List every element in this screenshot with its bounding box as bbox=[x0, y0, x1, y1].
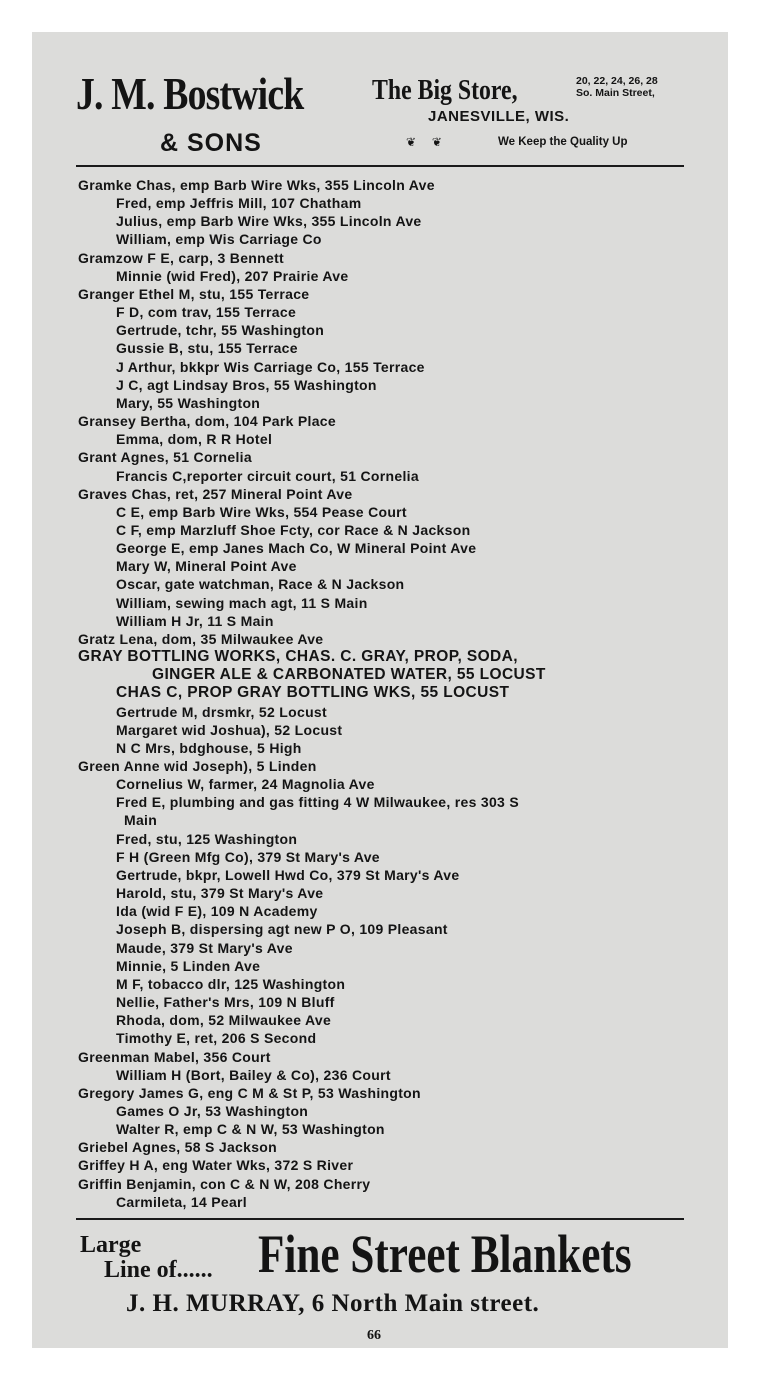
directory-entry bbox=[78, 321, 686, 339]
entry-text: GINGER ALE & CARBONATED WATER, 55 LOCUST bbox=[152, 666, 546, 684]
store-city: JANESVILLE, WIS. bbox=[428, 108, 570, 125]
directory-entry bbox=[78, 394, 686, 412]
entry-text: J Arthur, bkkpr Wis Carriage Co, 155 Terrace bbox=[116, 358, 425, 375]
directory-entry bbox=[78, 775, 686, 793]
directory-entry bbox=[78, 975, 686, 993]
entry-text: Harold, stu, 379 St Mary's Ave bbox=[116, 885, 324, 902]
entry-text: Grant Agnes, 51 Cornelia bbox=[78, 449, 252, 466]
ad-large-text: Large bbox=[80, 1232, 142, 1258]
directory-entry bbox=[78, 448, 686, 466]
directory-entry bbox=[78, 648, 686, 666]
entry-text: Joseph B, dispersing agt new P O, 109 Pleasant bbox=[116, 921, 448, 938]
entry-text: F H (Green Mfg Co), 379 St Mary's Ave bbox=[116, 848, 380, 865]
directory-entry bbox=[78, 1138, 686, 1156]
entry-text: Maude, 379 St Mary's Ave bbox=[116, 939, 293, 956]
directory-entry bbox=[78, 1011, 686, 1029]
entry-text: Gramke Chas, emp Barb Wire Wks, 355 Lincoln Ave bbox=[78, 177, 435, 193]
entry-text: Gransey Bertha, dom, 104 Park Place bbox=[78, 413, 336, 430]
directory-page bbox=[32, 32, 728, 1348]
header-divider bbox=[76, 165, 684, 167]
entry-text: Ida (wid F E), 109 N Academy bbox=[116, 903, 318, 920]
directory-entry bbox=[78, 194, 686, 212]
entry-text: N C Mrs, bdghouse, 5 High bbox=[116, 739, 302, 756]
directory-entry bbox=[78, 557, 686, 575]
entry-text: Gertrude M, drsmkr, 52 Locust bbox=[116, 703, 327, 720]
directory-entry bbox=[78, 249, 686, 267]
entry-text: Greenman Mabel, 356 Court bbox=[78, 1048, 271, 1065]
directory-entry bbox=[78, 176, 686, 194]
entry-text: Games O Jr, 53 Washington bbox=[116, 1102, 309, 1119]
directory-listing bbox=[78, 176, 686, 1211]
entry-text: Green Anne wid Joseph), 5 Linden bbox=[78, 758, 317, 774]
directory-entry bbox=[78, 467, 686, 485]
ornament-icon: ❦ ❦ bbox=[406, 135, 448, 149]
directory-entry bbox=[78, 1102, 686, 1120]
directory-entry bbox=[78, 1048, 686, 1066]
entry-text: Graves Chas, ret, 257 Mineral Point Ave bbox=[78, 485, 353, 502]
directory-entry bbox=[78, 939, 686, 957]
directory-entry bbox=[78, 539, 686, 557]
entry-text: Gertrude, bkpr, Lowell Hwd Co, 379 St Mary's Ave bbox=[116, 866, 460, 883]
entry-text: Rhoda, dom, 52 Milwaukee Ave bbox=[116, 1012, 332, 1029]
advertiser-sons: & SONS bbox=[160, 129, 262, 157]
entry-text: C E, emp Barb Wire Wks, 554 Pease Court bbox=[116, 503, 407, 520]
directory-entry bbox=[78, 521, 686, 539]
directory-entry bbox=[78, 485, 686, 503]
entry-text: Minnie (wid Fred), 207 Prairie Ave bbox=[116, 267, 349, 284]
store-slogan: We Keep the Quality Up bbox=[498, 136, 628, 148]
directory-entry bbox=[78, 1175, 686, 1193]
directory-entry bbox=[78, 376, 686, 394]
directory-entry bbox=[78, 666, 686, 684]
directory-entry bbox=[78, 703, 686, 721]
directory-entry bbox=[78, 1193, 686, 1211]
entry-text: Mary W, Mineral Point Ave bbox=[116, 558, 297, 575]
entry-text: William H Jr, 11 S Main bbox=[116, 612, 274, 629]
directory-entry bbox=[78, 594, 686, 612]
entry-text: William, sewing mach agt, 11 S Main bbox=[116, 594, 368, 611]
directory-entry bbox=[78, 993, 686, 1011]
directory-entry bbox=[78, 1120, 686, 1138]
ad-dealer: J. H. MURRAY, 6 North Main street. bbox=[126, 1290, 540, 1317]
ad-line-of-text: Line of...... bbox=[104, 1257, 213, 1283]
directory-entry bbox=[78, 412, 686, 430]
entry-text: William, emp Wis Carriage Co bbox=[116, 231, 322, 248]
directory-entry bbox=[78, 230, 686, 248]
directory-entry bbox=[78, 957, 686, 975]
directory-entry bbox=[78, 612, 686, 630]
ad-headline: Fine Street Blankets bbox=[258, 1224, 632, 1284]
directory-entry bbox=[78, 757, 686, 775]
entry-text: M F, tobacco dlr, 125 Washington bbox=[116, 975, 346, 992]
entry-text: CHAS C, PROP GRAY BOTTLING WKS, 55 LOCUST bbox=[116, 684, 510, 702]
entry-text: Francis C,reporter circuit court, 51 Cornelia bbox=[116, 467, 419, 484]
entry-text: Griffin Benjamin, con C & N W, 208 Cherry bbox=[78, 1175, 371, 1192]
directory-entry bbox=[78, 630, 686, 648]
directory-entry bbox=[78, 793, 686, 829]
entry-text: J C, agt Lindsay Bros, 55 Washington bbox=[116, 376, 377, 393]
entry-text: Timothy E, ret, 206 S Second bbox=[116, 1030, 317, 1047]
entry-text: Oscar, gate watchman, Race & N Jackson bbox=[116, 576, 405, 593]
entry-text: Julius, emp Barb Wire Wks, 355 Lincoln Ave bbox=[116, 213, 422, 230]
entry-text: GRAY BOTTLING WORKS, CHAS. C. GRAY, PROP, SODA, bbox=[78, 648, 518, 666]
entry-text: Granger Ethel M, stu, 155 Terrace bbox=[78, 285, 310, 302]
entry-text: Griffey H A, eng Water Wks, 372 S River bbox=[78, 1157, 354, 1174]
entry-text: Fred E, plumbing and gas fitting 4 W Milwaukee, res 303 S bbox=[116, 794, 519, 811]
entry-text: Cornelius W, farmer, 24 Magnolia Ave bbox=[116, 776, 375, 793]
directory-entry bbox=[78, 1066, 686, 1084]
directory-entry bbox=[78, 503, 686, 521]
directory-entry bbox=[78, 339, 686, 357]
directory-entry bbox=[78, 212, 686, 230]
directory-entry bbox=[78, 430, 686, 448]
header-advertisement bbox=[32, 32, 728, 168]
directory-entry bbox=[78, 1029, 686, 1047]
entry-text: Griebel Agnes, 58 S Jackson bbox=[78, 1139, 278, 1156]
directory-entry bbox=[78, 303, 686, 321]
directory-entry bbox=[78, 848, 686, 866]
directory-entry bbox=[78, 267, 686, 285]
entry-text: Gratz Lena, dom, 35 Milwaukee Ave bbox=[78, 630, 324, 647]
directory-entry bbox=[78, 1156, 686, 1174]
entry-text: Emma, dom, R R Hotel bbox=[116, 431, 273, 448]
directory-entry bbox=[78, 285, 686, 303]
directory-entry bbox=[78, 684, 686, 702]
store-address: 20, 22, 24, 26, 28 So. Main Street, bbox=[576, 75, 658, 99]
directory-entry bbox=[78, 830, 686, 848]
entry-text: F D, com trav, 155 Terrace bbox=[116, 304, 297, 321]
entry-text: Margaret wid Joshua), 52 Locust bbox=[116, 721, 343, 738]
directory-entry bbox=[78, 866, 686, 884]
advertiser-name: J. M. Bostwick bbox=[76, 68, 304, 119]
entry-text: Gramzow F E, carp, 3 Bennett bbox=[78, 249, 284, 266]
directory-entry bbox=[78, 739, 686, 757]
entry-text: C F, emp Marzluff Shoe Fcty, cor Race & N Jackson bbox=[116, 521, 471, 538]
entry-text: Gertrude, tchr, 55 Washington bbox=[116, 322, 325, 339]
directory-entry bbox=[78, 358, 686, 376]
entry-text: Gregory James G, eng C M & St P, 53 Washington bbox=[78, 1084, 421, 1101]
entry-continuation: Main bbox=[124, 812, 158, 829]
page-number: 66 bbox=[367, 1328, 381, 1343]
directory-entry bbox=[78, 1084, 686, 1102]
directory-entry bbox=[78, 721, 686, 739]
entry-text: Fred, stu, 125 Washington bbox=[116, 830, 298, 847]
entry-text: Gussie B, stu, 155 Terrace bbox=[116, 340, 298, 357]
entry-text: Mary, 55 Washington bbox=[116, 394, 261, 411]
directory-entry bbox=[78, 902, 686, 920]
store-name: The Big Store, bbox=[372, 74, 518, 106]
entry-text: Minnie, 5 Linden Ave bbox=[116, 957, 261, 974]
entry-text: Nellie, Father's Mrs, 109 N Bluff bbox=[116, 994, 335, 1011]
directory-entry bbox=[78, 884, 686, 902]
entry-text: William H (Bort, Bailey & Co), 236 Court bbox=[116, 1066, 391, 1083]
entry-text: Fred, emp Jeffris Mill, 107 Chatham bbox=[116, 195, 362, 212]
directory-entry bbox=[78, 920, 686, 938]
entry-text: George E, emp Janes Mach Co, W Mineral Point Ave bbox=[116, 540, 477, 557]
entry-text: Walter R, emp C & N W, 53 Washington bbox=[116, 1121, 385, 1138]
directory-entry bbox=[78, 575, 686, 593]
entry-text: Carmileta, 14 Pearl bbox=[116, 1193, 247, 1210]
